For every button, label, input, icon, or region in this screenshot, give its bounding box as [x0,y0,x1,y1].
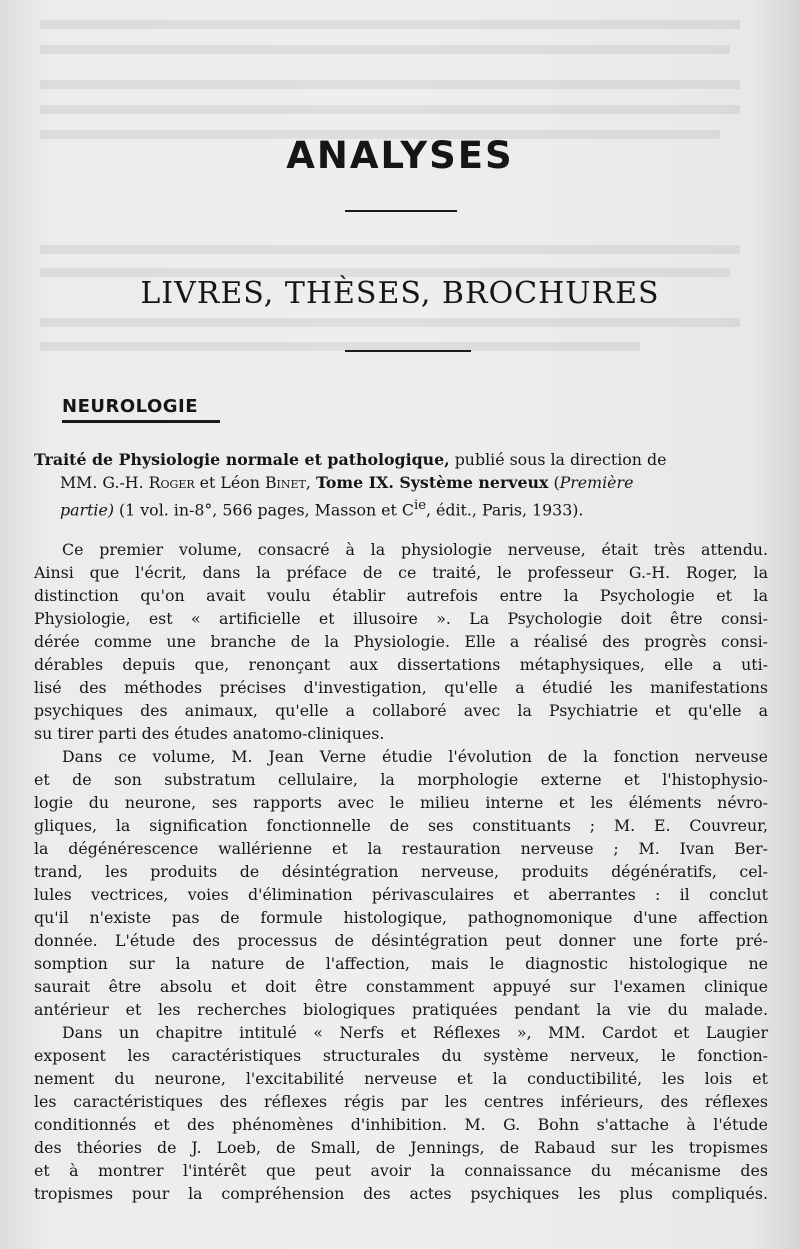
text-line: logie du neurone, ses rapports avec le milieu interne et les éléments névro- [34,793,768,812]
paragraph-2 [34,745,768,1021]
reference-superscript: ie [413,498,426,513]
text-line: tropismes pour la compréhension des actes psychiques les plus compliqués. [34,1184,768,1203]
reference-line-3 [34,494,768,521]
author-name: Binet [264,473,306,492]
review-body [34,538,768,1205]
text-line: Ce premier volume, consacré à la physiologie nerveuse, était très attendu. [62,540,768,559]
reference-text: publié sous la direction de [449,450,667,469]
reference-text: , [305,473,316,492]
text-line: et de son substratum cellulaire, la morphologie externe et l'histophysio- [34,770,768,789]
section-underline [62,420,220,423]
reference-italic: partie) [60,500,114,520]
reference-italic: Première [559,473,634,492]
text-line: somption sur la nature de l'affection, mais le diagnostic histologique ne [34,954,768,973]
text-line: Dans un chapitre intitulé « Nerfs et Réflexes », MM. Cardot et Laugier [62,1023,768,1042]
heading-rule [345,210,457,212]
reference-text: , édit., Paris, 1933). [425,500,584,520]
volume-title: Tome IX. Système nerveux [315,473,549,492]
text-line: la dégénérescence wallérienne et la restauration nerveuse ; M. Ivan Ber- [34,839,768,858]
text-line: antérieur et les recherches biologiques pratiquées pendant la vie du malade. [34,1000,768,1019]
reference-text: (1 vol. in-8°, 566 pages, Masson et C [114,500,414,520]
text-line: donnée. L'étude des processus de désintégration peut donner une forte pré- [34,931,768,950]
page-heading: ANALYSES [286,134,514,177]
reference-text: MM. G.-H. [60,473,149,492]
reference-text: et Léon [194,473,265,492]
subheading-rule [345,350,471,352]
text-line: saurait être absolu et doit être constamment appuyé sur l'examen clinique [34,977,768,996]
text-line: dérée comme une branche de la Physiologie. Elle a réalisé des progrès consi- [34,632,768,651]
paragraph-3 [34,1021,768,1205]
text-line: qu'il n'existe pas de formule histologique, pathognomonique d'une affection [34,908,768,927]
section-title: NEUROLOGIE [62,396,199,417]
text-line: les caractéristiques des réflexes régis par les centres inférieurs, des réflexes [34,1092,768,1111]
page-subheading: LIVRES, THÈSES, BROCHURES [140,276,660,311]
text-line: psychiques des animaux, qu'elle a collaboré avec la Psychiatrie et qu'elle a [34,701,768,720]
text-line: Physiologie, est « artificielle et illusoire ». La Psychologie doit être consi- [34,609,768,628]
author-name: Roger [148,473,195,492]
text-line: et à montrer l'intérêt que peut avoir la connaissance du mécanisme des [34,1161,768,1180]
book-reference [34,448,768,521]
text-line: lisé des méthodes précises d'investigation, qu'elle a étudié les manifestations [34,678,768,697]
text-line: nement du neurone, l'excitabilité nerveuse et la conductibilité, les lois et [34,1069,768,1088]
text-line: dérables depuis que, renonçant aux dissertations métaphysiques, elle a uti- [34,655,768,674]
reference-line-2 [34,471,768,494]
book-title: Traité de Physiologie normale et pathologique, [34,450,450,469]
text-line: exposent les caractéristiques structurales du système nerveux, le fonction- [34,1046,768,1065]
text-line: su tirer parti des études anatomo-cliniques. [34,724,385,743]
text-line: Dans ce volume, M. Jean Verne étudie l'évolution de la fonction nerveuse [62,747,768,766]
paragraph-1 [34,538,768,745]
text-line: conditionnés et des phénomènes d'inhibition. M. G. Bohn s'attache à l'étude [34,1115,768,1134]
text-line: distinction qu'on avait voulu établir autrefois entre la Psychologie et la [34,586,768,605]
reference-line-1 [34,448,768,471]
text-line: lules vectrices, voies d'élimination périvasculaires et aberrantes : il conclut [34,885,768,904]
text-line: Ainsi que l'écrit, dans la préface de ce traité, le professeur G.-H. Roger, la [34,563,768,582]
reference-text: ( [548,473,560,492]
text-line: trand, les produits de désintégration nerveuse, produits dégénératifs, cel- [34,862,768,881]
text-line: gliques, la signification fonctionnelle de ses constituants ; M. E. Couvreur, [34,816,768,835]
text-line: des théories de J. Loeb, de Small, de Jennings, de Rabaud sur les tropismes [34,1138,768,1157]
